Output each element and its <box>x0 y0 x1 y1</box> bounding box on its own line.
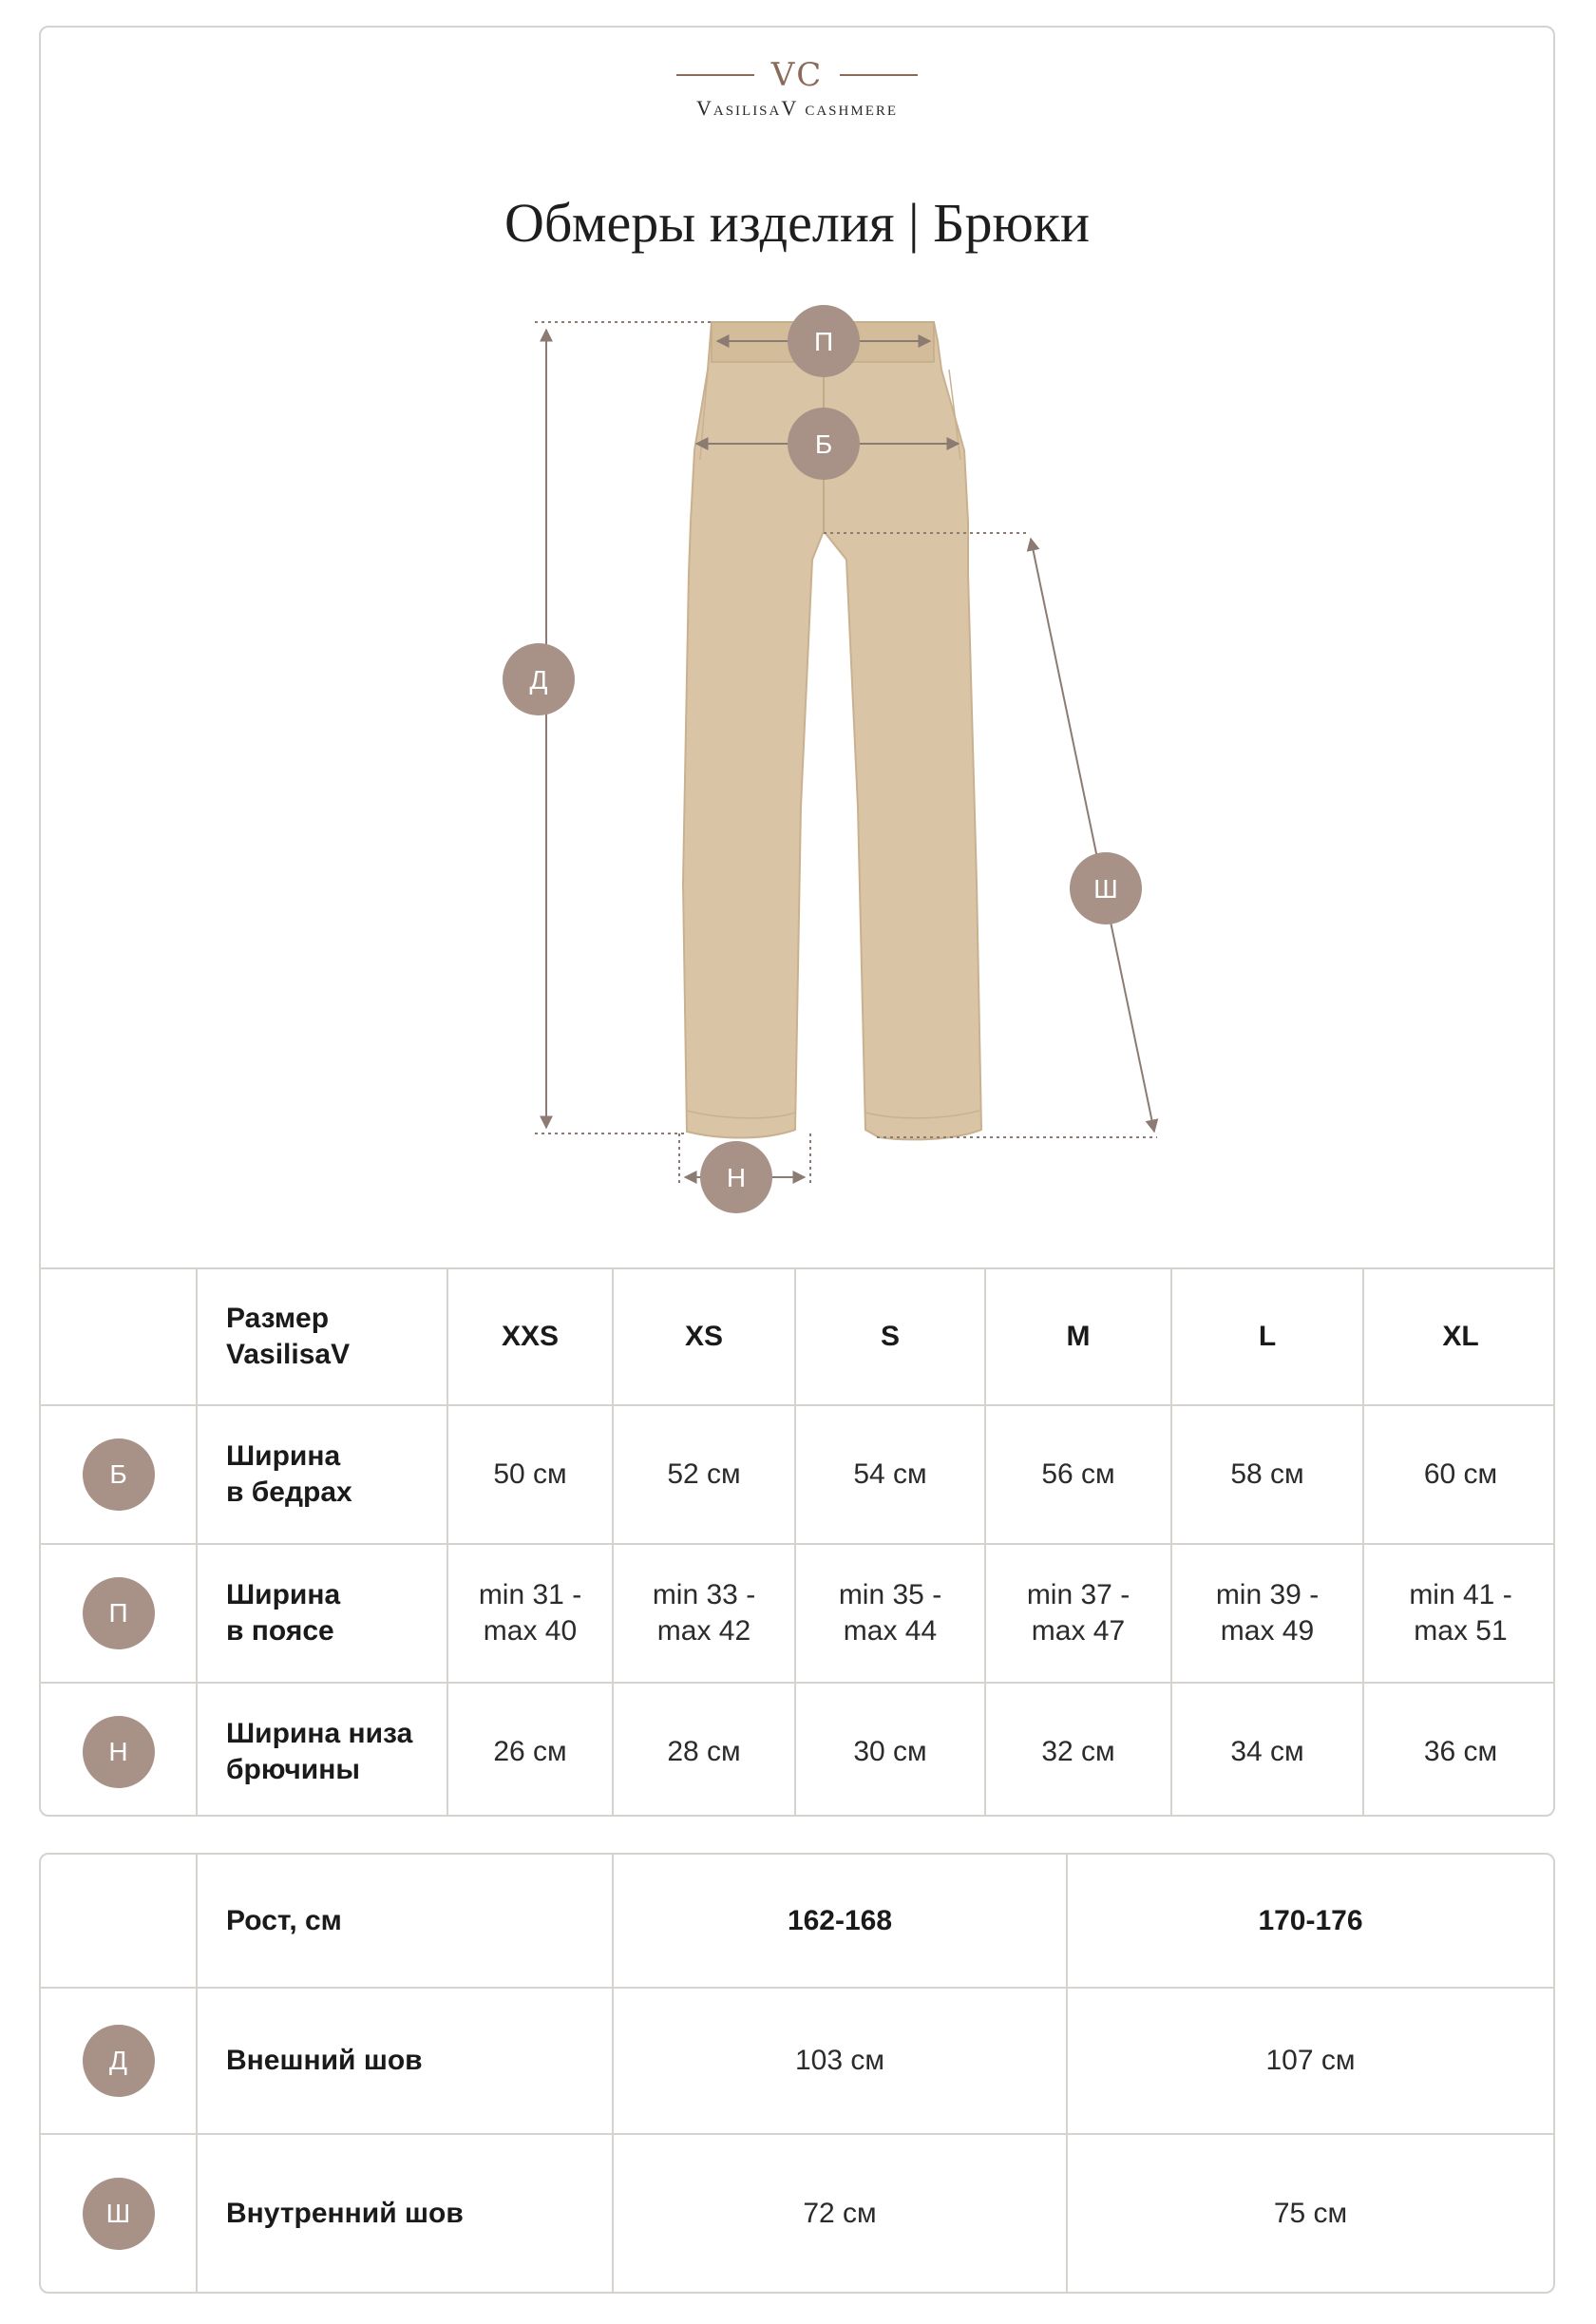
table-cell <box>41 1544 197 1683</box>
marker-hips <box>788 408 860 480</box>
value-cell: 75 см <box>1067 2134 1553 2292</box>
value-cell: min 39 - max 49 <box>1171 1544 1363 1683</box>
hips-badge: Б <box>83 1438 155 1511</box>
value-cell: min 41 - max 51 <box>1363 1544 1555 1683</box>
marker-waist <box>788 305 860 377</box>
svg-text:Д: Д <box>529 665 548 695</box>
value-cell: 26 см <box>447 1683 613 1817</box>
measurements-card <box>39 26 1555 1817</box>
waist-badge: П <box>83 1577 155 1649</box>
marker-hem <box>700 1141 772 1213</box>
value-cell: 32 см <box>985 1683 1171 1817</box>
table-cell <box>41 1683 197 1817</box>
row-label: Рост, см <box>197 1855 613 1988</box>
row-label: Внешний шов <box>197 1988 613 2134</box>
hem-badge: Н <box>83 1716 155 1788</box>
brand-name: VasilisaV cashmere <box>695 96 899 120</box>
size-header: XXS <box>447 1268 613 1405</box>
size-header: XL <box>1363 1268 1555 1405</box>
value-cell: min 33 - max 42 <box>613 1544 795 1683</box>
row-label: Ширина низа брючины <box>197 1683 447 1817</box>
brand-monogram: VC <box>770 56 824 94</box>
inseam-badge: Ш <box>83 2178 155 2250</box>
size-header: XS <box>613 1268 795 1405</box>
value-cell: 107 см <box>1067 1988 1553 2134</box>
value-cell: 36 см <box>1363 1683 1555 1817</box>
size-header: M <box>985 1268 1171 1405</box>
value-cell: 58 см <box>1171 1405 1363 1544</box>
height-table <box>41 1855 1553 2292</box>
table-row <box>41 1544 1555 1683</box>
svg-text:Ш: Ш <box>1093 874 1118 904</box>
value-cell: 52 см <box>613 1405 795 1544</box>
value-cell: 103 см <box>613 1988 1067 2134</box>
table-row <box>41 2134 1553 2292</box>
row-label: Ширина в поясе <box>197 1544 447 1683</box>
table-row <box>41 1405 1555 1544</box>
length-badge: Д <box>83 2025 155 2097</box>
value-cell: 34 см <box>1171 1683 1363 1817</box>
marker-inseam <box>1070 852 1142 924</box>
table-cell <box>41 2134 197 2292</box>
size-table <box>41 1267 1555 1817</box>
svg-text:П: П <box>813 327 834 356</box>
value-cell: 60 см <box>1363 1405 1555 1544</box>
table-row <box>41 1683 1555 1817</box>
value-cell: 30 см <box>795 1683 985 1817</box>
value-cell: 72 см <box>613 2134 1067 2292</box>
size-header: S <box>795 1268 985 1405</box>
page-title: Обмеры изделия | Брюки <box>504 192 1091 254</box>
table-cell <box>41 1988 197 2134</box>
size-header: L <box>1171 1268 1363 1405</box>
table-row <box>41 1855 1553 1988</box>
value-cell: min 35 - max 44 <box>795 1544 985 1683</box>
table-cell <box>41 1855 197 1988</box>
height-range-header: 170-176 <box>1067 1855 1553 1988</box>
svg-text:Б: Б <box>814 429 833 459</box>
svg-text:Н: Н <box>726 1163 747 1192</box>
value-cell: min 37 - max 47 <box>985 1544 1171 1683</box>
value-cell: 28 см <box>613 1683 795 1817</box>
table-row <box>41 1988 1553 2134</box>
value-cell: min 31 - max 40 <box>447 1544 613 1683</box>
row-label: Размер VasilisaV <box>197 1268 447 1405</box>
value-cell: 50 см <box>447 1405 613 1544</box>
table-cell <box>41 1405 197 1544</box>
table-cell <box>41 1268 197 1405</box>
inseam-arrow <box>1031 539 1154 1132</box>
marker-length <box>503 643 575 715</box>
height-range-header: 162-168 <box>613 1855 1067 1988</box>
value-cell: 54 см <box>795 1405 985 1544</box>
value-cell: 56 см <box>985 1405 1171 1544</box>
table-row <box>41 1268 1555 1405</box>
height-card <box>39 1853 1555 2294</box>
row-label: Ширина в бедрах <box>197 1405 447 1544</box>
row-label: Внутренний шов <box>197 2134 613 2292</box>
pants-diagram <box>41 28 1555 1267</box>
